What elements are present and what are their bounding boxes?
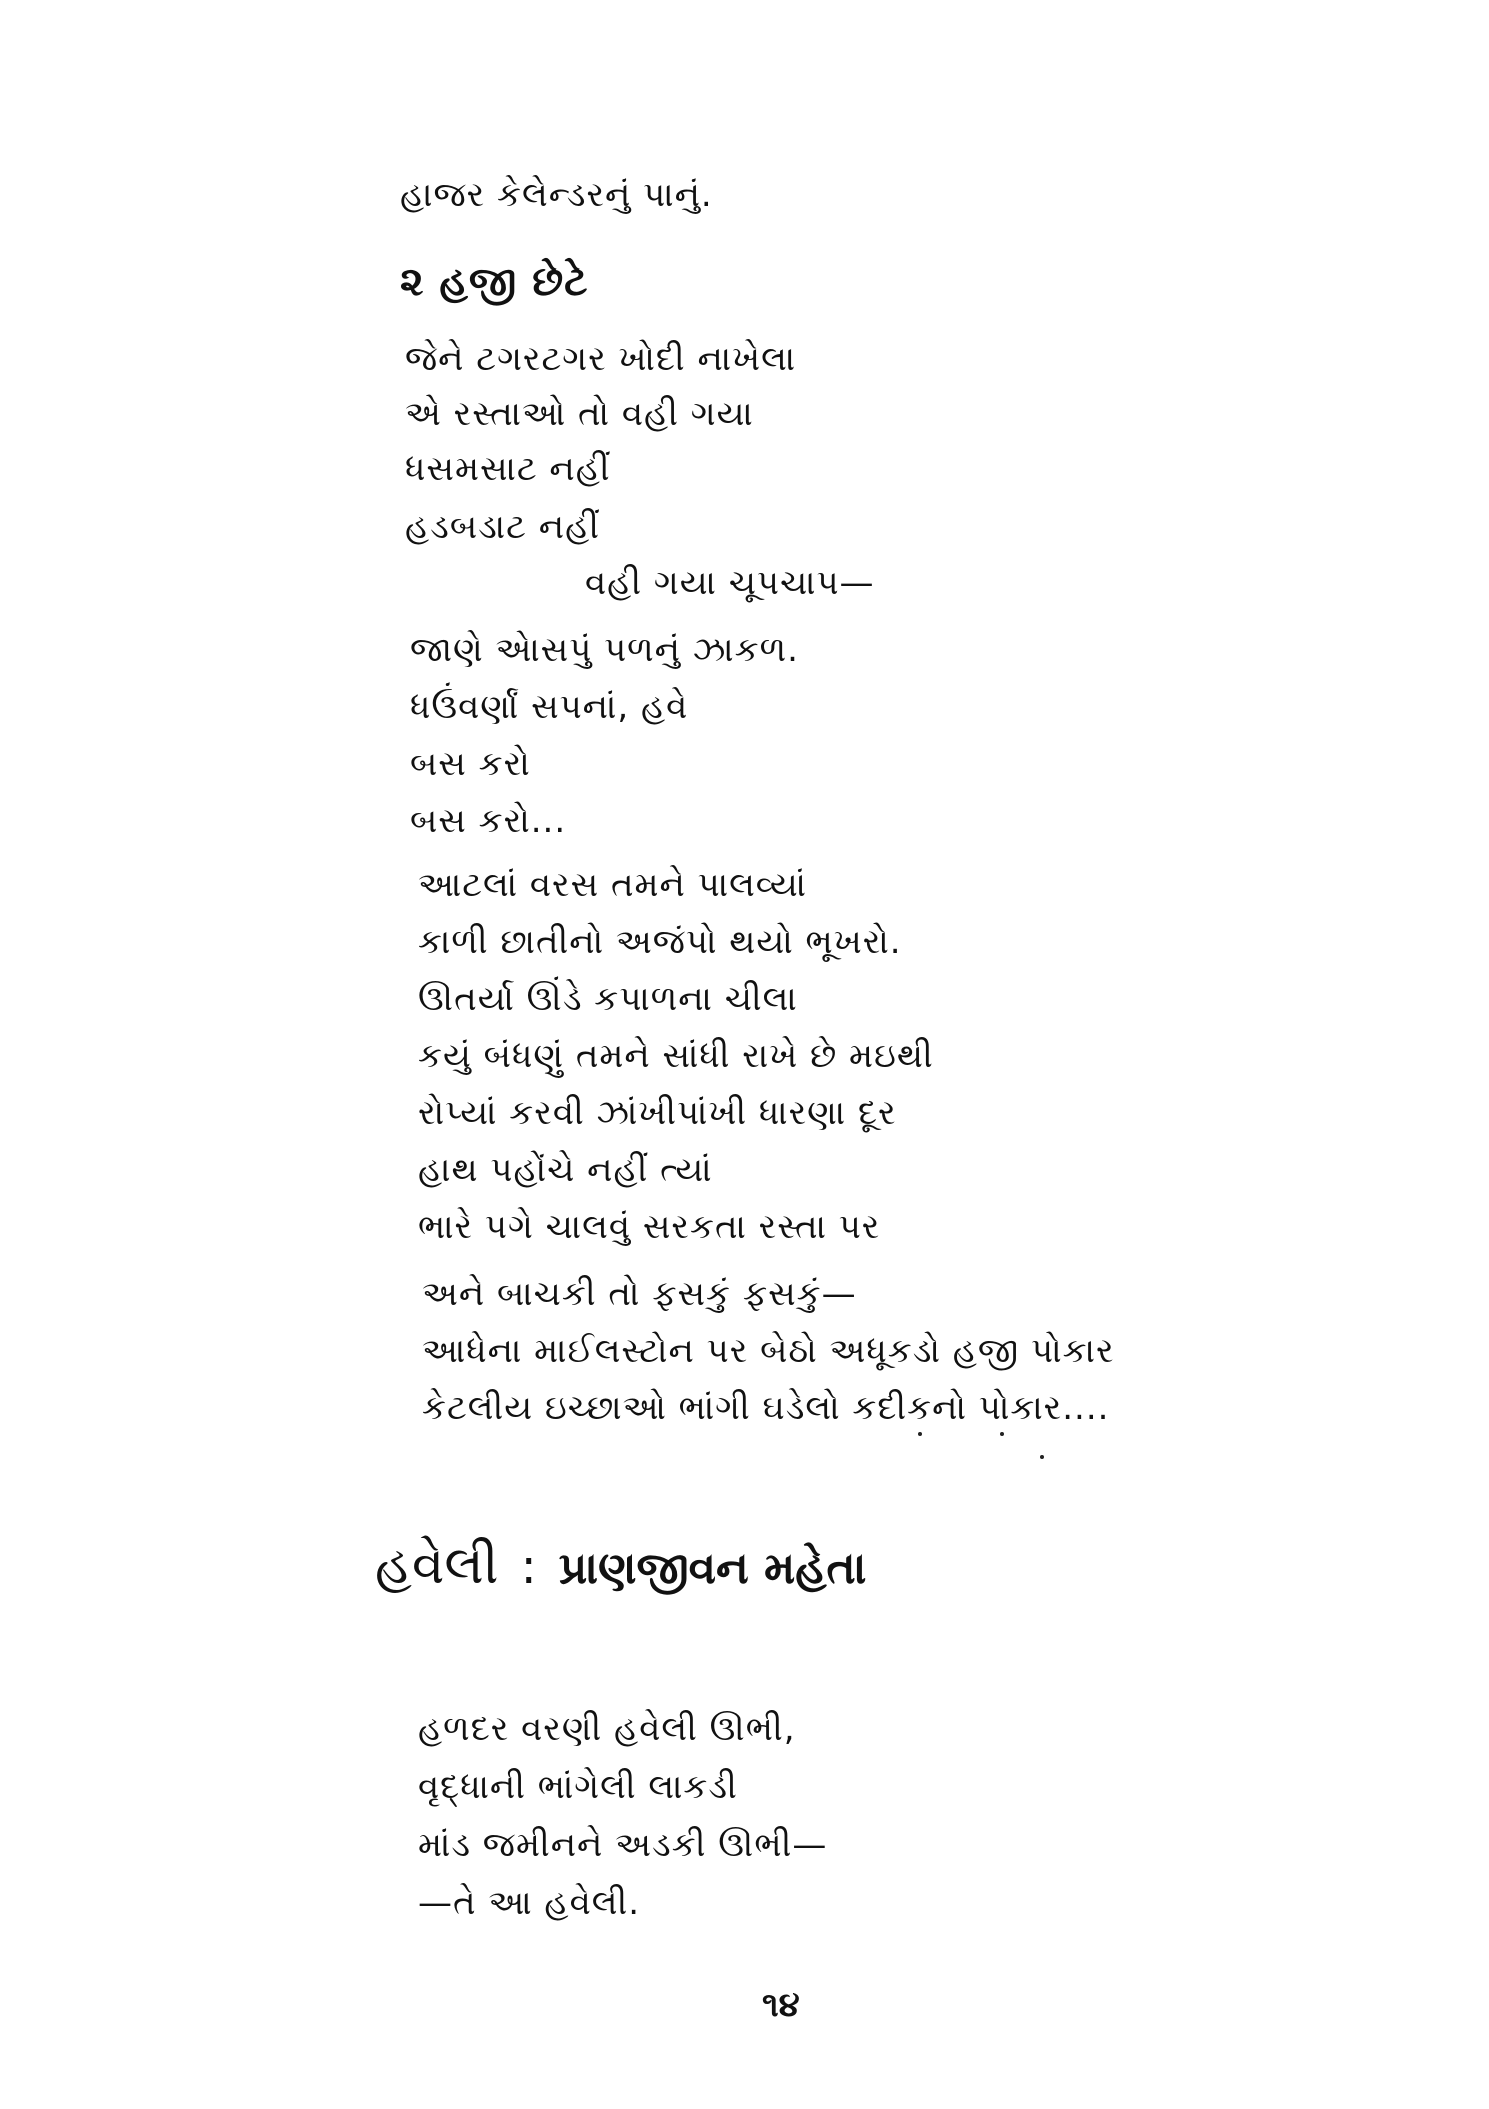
poem-line: હડબડાટ નહીં xyxy=(405,507,600,547)
poem1-first-line: હાજર કેલેન્ડરનું પાનું. xyxy=(400,175,713,215)
poem-line: અને બાચકી તો ફસકું ફસકું— xyxy=(422,1274,857,1314)
page-number: ૧૪ xyxy=(762,1985,800,2025)
poem2-author: પ્રાણજીવન મહેતા xyxy=(558,1543,867,1594)
poem-line: રોપ્યાં કરવી ઝાંખીપાંખી ધારણા દૂર xyxy=(418,1093,897,1133)
poem-line: —તે આ હવેલી. xyxy=(418,1883,640,1923)
scan-speck xyxy=(918,1432,922,1436)
poem2-title: હવેલી xyxy=(375,1536,499,1596)
poem-line: જાણે એાસપું પળનું ઝાકળ. xyxy=(410,630,799,670)
poem-line: માંડ જમીનને અડકી ઊભી— xyxy=(418,1825,828,1865)
poem-line: ઊતર્યા ઊંડે કપાળના ચીલા xyxy=(418,979,798,1019)
poem-line: આટલાં વરસ તમને પાલવ્યાં xyxy=(418,865,808,905)
scan-speck xyxy=(1040,1455,1044,1459)
poem-line: ધઉંવર્ણાં સપનાં, હવે xyxy=(410,687,689,727)
poem-line: હાથ પહોંચે નહીં ત્યાં xyxy=(418,1150,713,1190)
poem2-heading xyxy=(375,1536,867,1596)
poem-line: બસ કરો... xyxy=(410,801,567,841)
poem-line: વૃદ્ધાની ભાંગેલી લાકડી xyxy=(418,1767,738,1807)
title-separator: : xyxy=(520,1539,537,1595)
poem-line: કયું બંધણું તમને સાંધી રાખે છે મઇથી xyxy=(418,1036,934,1076)
poem-line: કેટલીય ઇચ્છાઓ ભાંગી ઘડેલો કદીકનો પોકાર.... xyxy=(422,1388,1110,1428)
poem1-subtitle: ૨ હજી છેટે xyxy=(400,259,589,305)
poem-line: એ રસ્તાઓ તો વહી ગયા xyxy=(405,394,754,434)
poem-line-indented: વહી ગયા ચૂપચાપ— xyxy=(585,563,875,603)
poem-line: જેને ટગરટગર ખોદી નાખેલા xyxy=(405,339,797,379)
poem-line: હળદર વરણી હવેલી ઊભી, xyxy=(418,1709,796,1749)
poem-line: આધેના માઈલસ્ટોન પર બેઠો અધૂકડો હજી પોકાર xyxy=(422,1331,1115,1371)
poem-line: બસ કરો xyxy=(410,744,531,784)
scan-speck xyxy=(1000,1432,1004,1436)
poem-line: ધસમસાટ નહીં xyxy=(405,449,611,489)
poem-line: કાળી છાતીનો અજંપો થયો ભૂખરો. xyxy=(418,922,902,962)
poem-line: ભારે પગે ચાલવું સરકતા રસ્તા પર xyxy=(418,1207,881,1247)
